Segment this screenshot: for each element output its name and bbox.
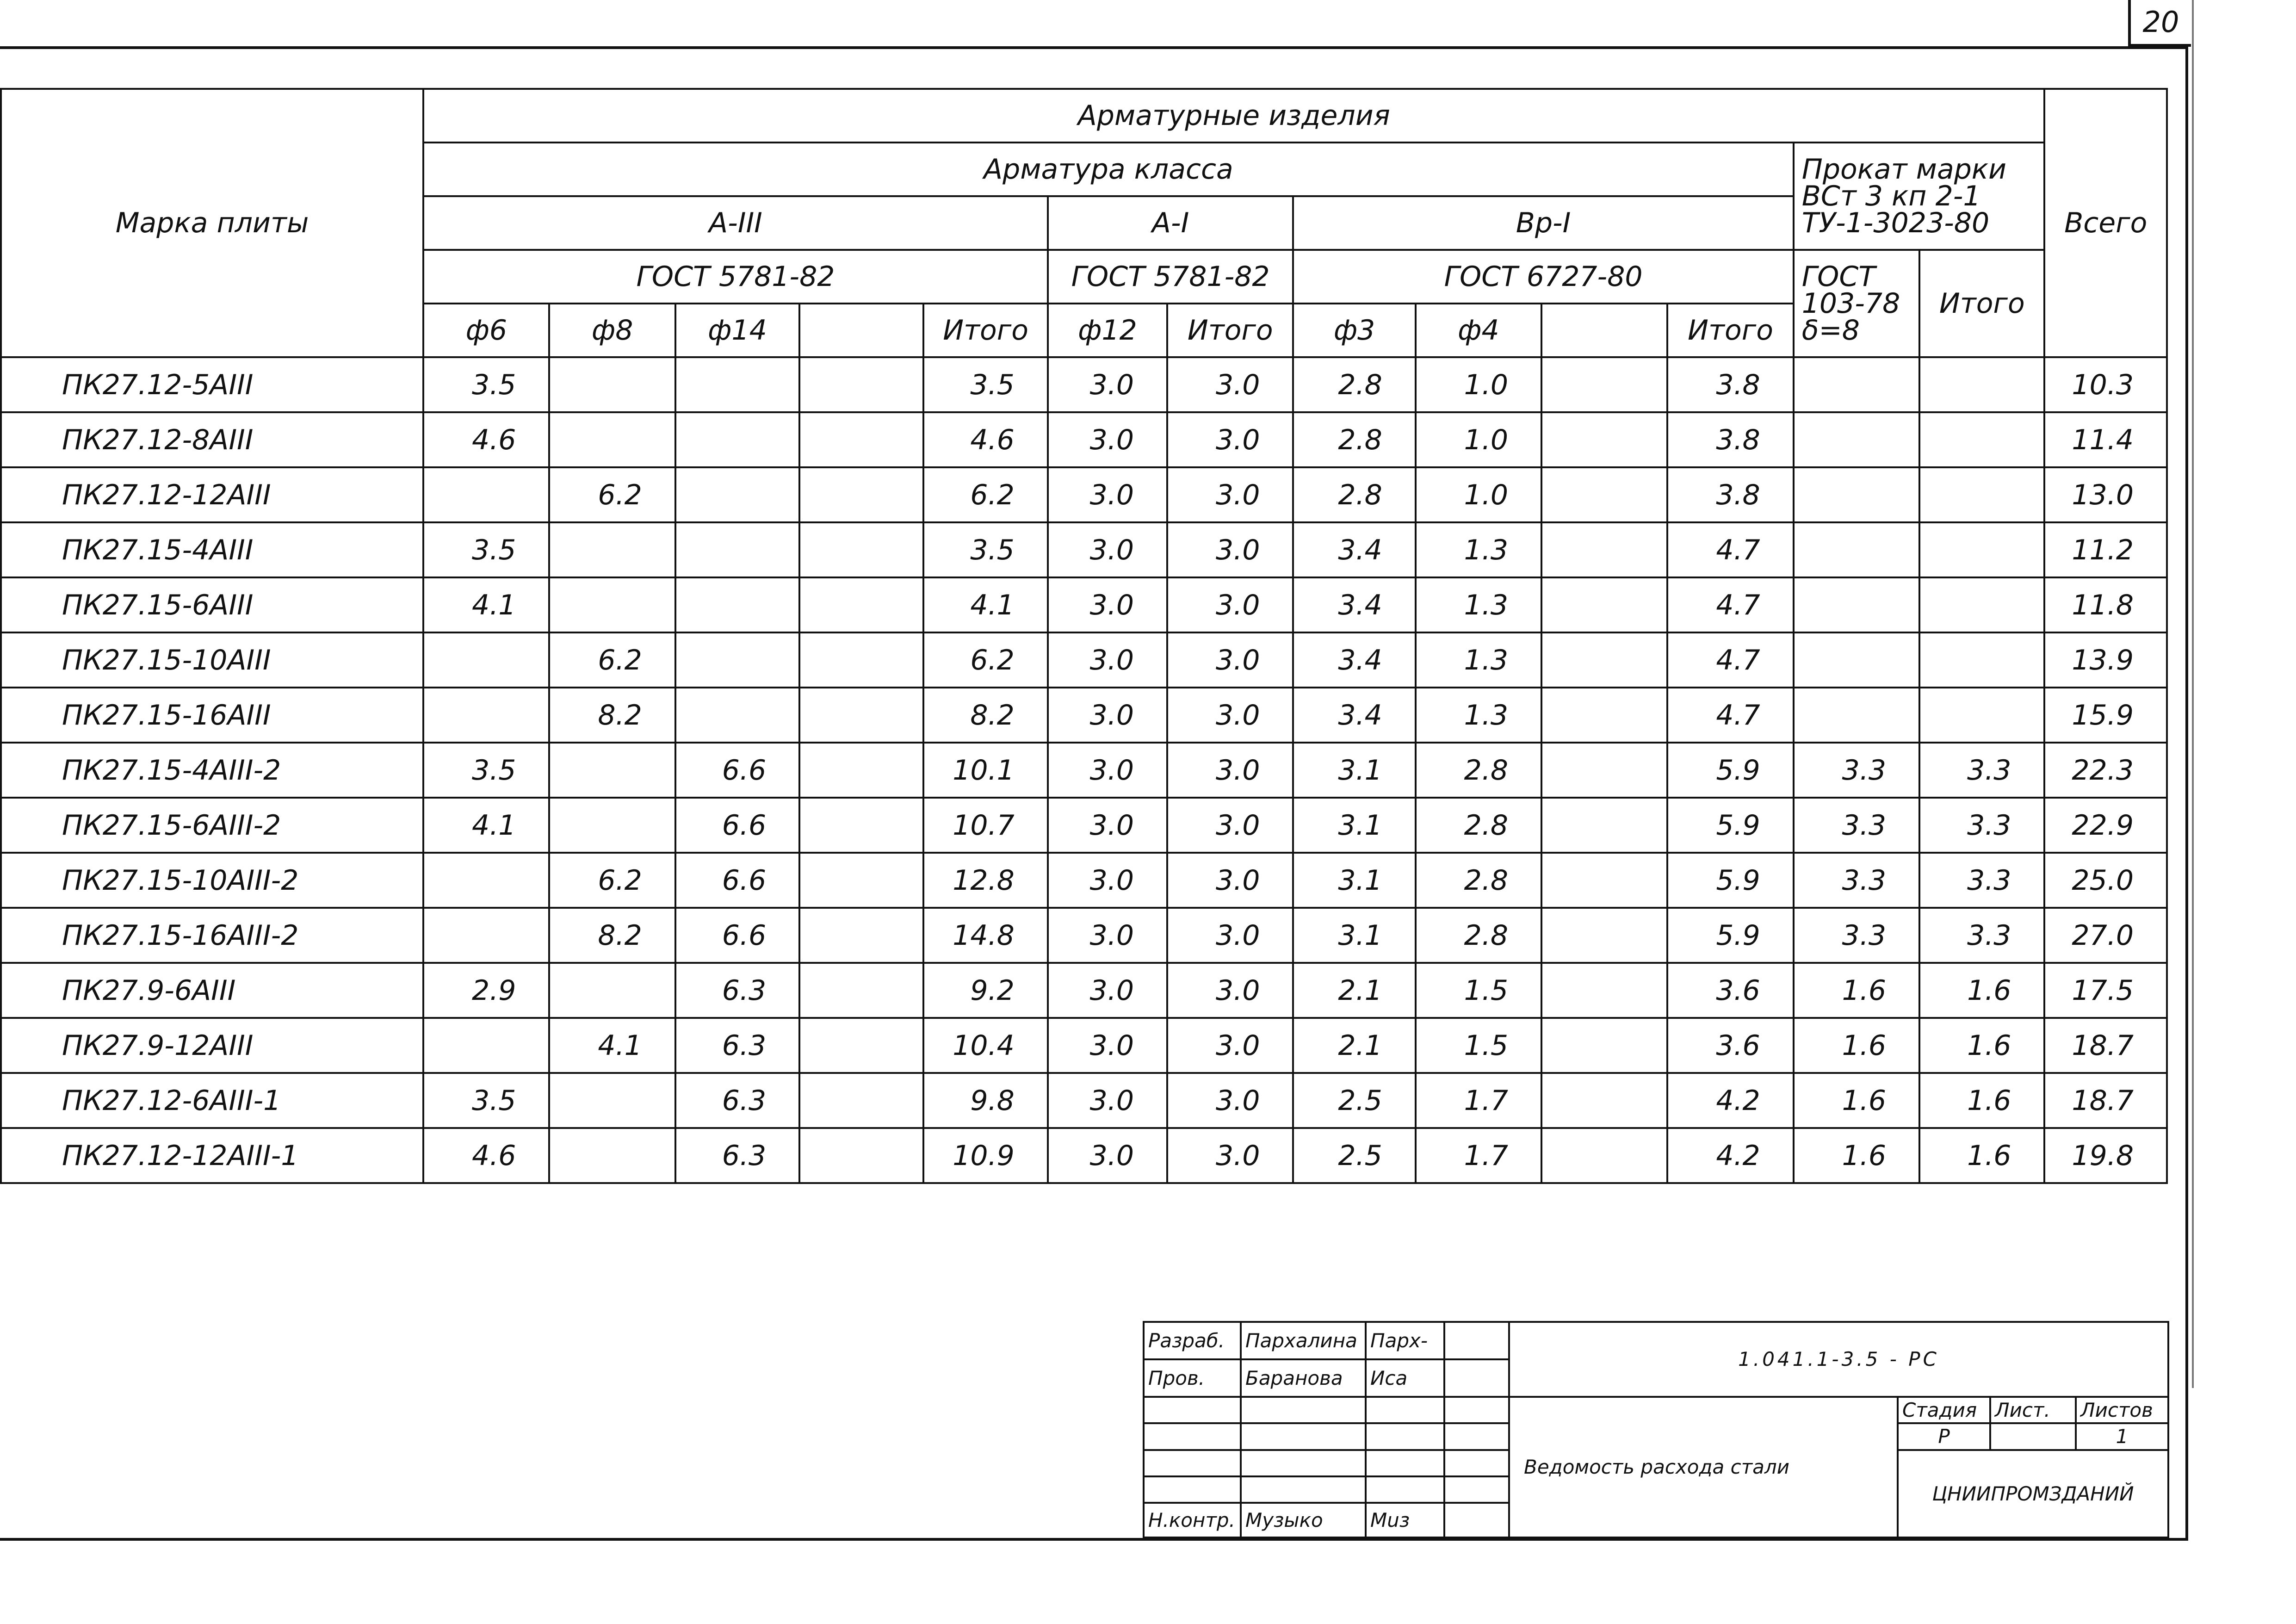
- value-cell-f6: [423, 1018, 549, 1073]
- value-cell-f12: 3.0: [1048, 467, 1167, 522]
- sheets-label: Листов: [2076, 1397, 2168, 1423]
- value-cell-f6: 4.1: [423, 577, 549, 632]
- value-cell-it1: 4.6: [923, 412, 1047, 467]
- table-row: [1, 963, 2167, 1018]
- value-cell-it3: 4.7: [1667, 632, 1793, 688]
- value-cell-f8: [549, 798, 675, 853]
- value-cell-f8: [549, 412, 675, 467]
- value-cell-it3: 5.9: [1667, 908, 1793, 963]
- value-cell-f4: 1.3: [1416, 688, 1541, 743]
- group-header: Арматурные изделия: [423, 89, 2044, 143]
- value-cell-f12: 3.0: [1048, 1073, 1167, 1128]
- value-cell-it1: 10.4: [923, 1018, 1047, 1073]
- value-cell-it1: 6.2: [923, 467, 1047, 522]
- value-cell-it1: 12.8: [923, 853, 1047, 908]
- prokat-gost: ГОСТ 103-78 δ=8: [1794, 250, 1919, 357]
- value-cell-pr: 1.6: [1794, 963, 1919, 1018]
- value-cell-f8: [549, 357, 675, 412]
- col-empty-1: [799, 304, 923, 357]
- value-cell-it1: 9.8: [923, 1073, 1047, 1128]
- value-cell-f12: 3.0: [1048, 412, 1167, 467]
- plate-mark-cell: ПК27.9-12АIII: [1, 1018, 423, 1073]
- value-cell-it2: 3.0: [1167, 467, 1293, 522]
- sheet-value: [1990, 1423, 2076, 1450]
- value-cell-f3: 3.4: [1293, 522, 1415, 577]
- nkontr-label: Н.контр.: [1144, 1503, 1241, 1537]
- value-cell-it1: 4.1: [923, 577, 1047, 632]
- table-row: [1, 908, 2167, 963]
- value-cell-f3: 2.8: [1293, 357, 1415, 412]
- value-cell-it4: 1.6: [1919, 1128, 2044, 1183]
- stage-label: Стадия: [1898, 1397, 1990, 1423]
- value-cell-f14: [675, 357, 799, 412]
- value-cell-it1: 6.2: [923, 632, 1047, 688]
- sheets-value: 1: [2076, 1423, 2168, 1450]
- value-cell-it4: 3.3: [1919, 743, 2044, 798]
- value-cell-f4: 2.8: [1416, 853, 1541, 908]
- value-cell-it4: [1919, 632, 2044, 688]
- value-cell-e2: [1541, 632, 1667, 688]
- value-cell-it4: 3.3: [1919, 908, 2044, 963]
- value-cell-e1: [799, 412, 923, 467]
- value-cell-f3: 3.1: [1293, 743, 1415, 798]
- value-cell-it4: 1.6: [1919, 1018, 2044, 1073]
- title-block: [1143, 1321, 2167, 1538]
- value-cell-it3: 4.7: [1667, 577, 1793, 632]
- table-row: [1, 522, 2167, 577]
- value-cell-f6: [423, 853, 549, 908]
- table-row: [1, 798, 2167, 853]
- value-cell-f6: [423, 908, 549, 963]
- value-cell-it1: 10.7: [923, 798, 1047, 853]
- value-cell-f4: 1.7: [1416, 1128, 1541, 1183]
- value-cell-f14: 6.6: [675, 743, 799, 798]
- stage-value: Р: [1898, 1423, 1990, 1450]
- razrab-label: Разраб.: [1144, 1322, 1241, 1359]
- value-cell-f8: 8.2: [549, 688, 675, 743]
- organization: ЦНИИПРОМЗДАНИЙ: [1898, 1450, 2168, 1537]
- value-cell-it1: 10.1: [923, 743, 1047, 798]
- table-row: [1, 853, 2167, 908]
- value-cell-f4: 2.8: [1416, 908, 1541, 963]
- value-cell-f3: 2.8: [1293, 467, 1415, 522]
- value-cell-f8: [549, 577, 675, 632]
- value-cell-it1: 14.8: [923, 908, 1047, 963]
- value-cell-f3: 3.1: [1293, 908, 1415, 963]
- value-cell-total: 22.3: [2044, 743, 2167, 798]
- value-cell-f4: 1.7: [1416, 1073, 1541, 1128]
- right-border-rule: [2192, 0, 2194, 1388]
- value-cell-e2: [1541, 1073, 1667, 1128]
- value-cell-total: 10.3: [2044, 357, 2167, 412]
- value-cell-e2: [1541, 908, 1667, 963]
- value-cell-e1: [799, 798, 923, 853]
- value-cell-it2: 3.0: [1167, 632, 1293, 688]
- class-a1-header: A-I: [1048, 196, 1293, 250]
- value-cell-it3: 4.7: [1667, 522, 1793, 577]
- value-cell-f12: 3.0: [1048, 963, 1167, 1018]
- value-cell-it4: [1919, 522, 2044, 577]
- value-cell-f6: [423, 632, 549, 688]
- value-cell-f14: 6.3: [675, 1073, 799, 1128]
- value-cell-it1: 3.5: [923, 357, 1047, 412]
- col-f6: ф6: [423, 304, 549, 357]
- col-empty-2: [1541, 304, 1667, 357]
- value-cell-pr: [1794, 688, 1919, 743]
- value-cell-it4: [1919, 467, 2044, 522]
- value-cell-f8: 6.2: [549, 632, 675, 688]
- value-cell-e1: [799, 963, 923, 1018]
- value-cell-it3: 5.9: [1667, 853, 1793, 908]
- prokat-header: Прокат марки ВСт 3 кп 2-1 ТУ-1-3023-80: [1794, 143, 2045, 250]
- plate-mark-cell: ПК27.12-12АIII: [1, 467, 423, 522]
- value-cell-it3: 4.2: [1667, 1073, 1793, 1128]
- plate-mark-cell: ПК27.15-10АIII: [1, 632, 423, 688]
- value-cell-f4: 2.8: [1416, 798, 1541, 853]
- value-cell-it2: 3.0: [1167, 522, 1293, 577]
- plate-mark-cell: ПК27.9-6АIII: [1, 963, 423, 1018]
- col-itogo-vr1: Итого: [1667, 304, 1793, 357]
- value-cell-e2: [1541, 853, 1667, 908]
- value-cell-f12: 3.0: [1048, 357, 1167, 412]
- value-cell-it2: 3.0: [1167, 963, 1293, 1018]
- total-header: Всего: [2044, 89, 2167, 357]
- value-cell-f3: 2.1: [1293, 1018, 1415, 1073]
- value-cell-f12: 3.0: [1048, 632, 1167, 688]
- value-cell-it3: 5.9: [1667, 798, 1793, 853]
- sheet-label: Лист.: [1990, 1397, 2076, 1423]
- value-cell-total: 13.0: [2044, 467, 2167, 522]
- value-cell-f6: 4.1: [423, 798, 549, 853]
- plate-mark-cell: ПК27.15-16АIII: [1, 688, 423, 743]
- plate-mark-cell: ПК27.15-4АIII: [1, 522, 423, 577]
- value-cell-f6: [423, 467, 549, 522]
- value-cell-it3: 3.6: [1667, 1018, 1793, 1073]
- value-cell-f14: [675, 632, 799, 688]
- value-cell-f12: 3.0: [1048, 1128, 1167, 1183]
- value-cell-total: 27.0: [2044, 908, 2167, 963]
- table-row: [1, 467, 2167, 522]
- value-cell-f14: [675, 522, 799, 577]
- value-cell-f4: 1.3: [1416, 632, 1541, 688]
- value-cell-f6: 4.6: [423, 412, 549, 467]
- value-cell-f6: 3.5: [423, 743, 549, 798]
- prokat-itogo-header: Итого: [1919, 250, 2044, 357]
- value-cell-e1: [799, 853, 923, 908]
- value-cell-total: 19.8: [2044, 1128, 2167, 1183]
- value-cell-f12: 3.0: [1048, 1018, 1167, 1073]
- value-cell-f12: 3.0: [1048, 908, 1167, 963]
- value-cell-f12: 3.0: [1048, 688, 1167, 743]
- value-cell-it4: 3.3: [1919, 853, 2044, 908]
- value-cell-f8: [549, 522, 675, 577]
- value-cell-e2: [1541, 522, 1667, 577]
- col-itogo-a3: Итого: [923, 304, 1047, 357]
- table-row: [1, 1128, 2167, 1183]
- gost-a3: ГОСТ 5781-82: [423, 250, 1048, 304]
- value-cell-e1: [799, 908, 923, 963]
- value-cell-it2: 3.0: [1167, 743, 1293, 798]
- value-cell-f12: 3.0: [1048, 577, 1167, 632]
- value-cell-f8: 4.1: [549, 1018, 675, 1073]
- value-cell-it3: 4.2: [1667, 1128, 1793, 1183]
- sheet-number: 20: [2128, 0, 2191, 47]
- value-cell-e1: [799, 357, 923, 412]
- armature-class-header: Арматура класса: [423, 143, 1794, 196]
- mark-header: Марка плиты: [1, 89, 423, 357]
- value-cell-it2: 3.0: [1167, 798, 1293, 853]
- value-cell-it2: 3.0: [1167, 1128, 1293, 1183]
- value-cell-f14: [675, 577, 799, 632]
- value-cell-it2: 3.0: [1167, 688, 1293, 743]
- table-row: [1, 632, 2167, 688]
- value-cell-it3: 3.8: [1667, 467, 1793, 522]
- value-cell-it1: 8.2: [923, 688, 1047, 743]
- gost-a1: ГОСТ 5781-82: [1048, 250, 1293, 304]
- value-cell-e2: [1541, 963, 1667, 1018]
- value-cell-pr: 3.3: [1794, 853, 1919, 908]
- value-cell-f4: 2.8: [1416, 743, 1541, 798]
- value-cell-f8: 6.2: [549, 467, 675, 522]
- value-cell-it2: 3.0: [1167, 1073, 1293, 1128]
- value-cell-f4: 1.5: [1416, 1018, 1541, 1073]
- table-body: [1, 357, 2167, 1183]
- col-f12: ф12: [1048, 304, 1167, 357]
- value-cell-f12: 3.0: [1048, 522, 1167, 577]
- value-cell-f3: 2.1: [1293, 963, 1415, 1018]
- value-cell-f14: 6.6: [675, 908, 799, 963]
- value-cell-f14: 6.6: [675, 853, 799, 908]
- value-cell-it2: 3.0: [1167, 853, 1293, 908]
- value-cell-pr: [1794, 357, 1919, 412]
- value-cell-f14: 6.3: [675, 1018, 799, 1073]
- value-cell-f14: 6.6: [675, 798, 799, 853]
- nkontr-name: Музыко: [1241, 1503, 1366, 1537]
- document-code: 1.041.1-3.5 - РС: [1509, 1322, 2168, 1397]
- value-cell-f4: 1.5: [1416, 963, 1541, 1018]
- plate-mark-cell: ПК27.12-12АIII-1: [1, 1128, 423, 1183]
- plate-mark-cell: ПК27.12-8АIII: [1, 412, 423, 467]
- plate-mark-cell: ПК27.15-10АIII-2: [1, 853, 423, 908]
- value-cell-pr: 1.6: [1794, 1073, 1919, 1128]
- value-cell-f12: 3.0: [1048, 798, 1167, 853]
- value-cell-it4: 3.3: [1919, 798, 2044, 853]
- value-cell-f3: 2.5: [1293, 1128, 1415, 1183]
- value-cell-f3: 3.4: [1293, 577, 1415, 632]
- plate-mark-cell: ПК27.12-6АIII-1: [1, 1073, 423, 1128]
- table-row: [1, 743, 2167, 798]
- table-row: [1, 1073, 2167, 1128]
- value-cell-pr: [1794, 467, 1919, 522]
- prov-signature: Иса: [1366, 1359, 1444, 1397]
- value-cell-f3: 2.8: [1293, 412, 1415, 467]
- document-title: Ведомость расхода стали: [1509, 1397, 1898, 1537]
- nkontr-signature: Muз: [1366, 1503, 1444, 1537]
- value-cell-pr: [1794, 522, 1919, 577]
- table-row: [1, 688, 2167, 743]
- col-f4: ф4: [1416, 304, 1541, 357]
- value-cell-f14: 6.3: [675, 963, 799, 1018]
- prov-name: Баранова: [1241, 1359, 1366, 1397]
- value-cell-f6: 3.5: [423, 1073, 549, 1128]
- value-cell-f4: 1.0: [1416, 412, 1541, 467]
- value-cell-f14: 6.3: [675, 1128, 799, 1183]
- plate-mark-cell: ПК27.12-5АIII: [1, 357, 423, 412]
- table-row: [1, 577, 2167, 632]
- razrab-signature: Парх-: [1366, 1322, 1444, 1359]
- value-cell-f6: 2.9: [423, 963, 549, 1018]
- value-cell-f6: 3.5: [423, 357, 549, 412]
- value-cell-pr: [1794, 412, 1919, 467]
- value-cell-total: 18.7: [2044, 1018, 2167, 1073]
- prov-label: Пров.: [1144, 1359, 1241, 1397]
- value-cell-it4: [1919, 412, 2044, 467]
- value-cell-e2: [1541, 743, 1667, 798]
- value-cell-pr: 3.3: [1794, 743, 1919, 798]
- value-cell-e2: [1541, 798, 1667, 853]
- value-cell-f12: 3.0: [1048, 743, 1167, 798]
- value-cell-f12: 3.0: [1048, 853, 1167, 908]
- plate-mark-cell: ПК27.15-6АIII: [1, 577, 423, 632]
- table-row: [1, 1018, 2167, 1073]
- value-cell-it2: 3.0: [1167, 1018, 1293, 1073]
- value-cell-it2: 3.0: [1167, 412, 1293, 467]
- value-cell-f4: 1.3: [1416, 522, 1541, 577]
- value-cell-e1: [799, 1018, 923, 1073]
- value-cell-f4: 1.3: [1416, 577, 1541, 632]
- value-cell-pr: 3.3: [1794, 908, 1919, 963]
- col-itogo-a1: Итого: [1167, 304, 1293, 357]
- value-cell-pr: 3.3: [1794, 798, 1919, 853]
- value-cell-f14: [675, 688, 799, 743]
- value-cell-f8: [549, 1128, 675, 1183]
- col-f14: ф14: [675, 304, 799, 357]
- value-cell-total: 18.7: [2044, 1073, 2167, 1128]
- value-cell-pr: 1.6: [1794, 1128, 1919, 1183]
- value-cell-it3: 3.6: [1667, 963, 1793, 1018]
- value-cell-pr: [1794, 577, 1919, 632]
- value-cell-e1: [799, 688, 923, 743]
- value-cell-it4: 1.6: [1919, 963, 2044, 1018]
- value-cell-e1: [799, 467, 923, 522]
- value-cell-it2: 3.0: [1167, 908, 1293, 963]
- plate-mark-cell: ПК27.15-6АIII-2: [1, 798, 423, 853]
- value-cell-e1: [799, 632, 923, 688]
- value-cell-e2: [1541, 1018, 1667, 1073]
- value-cell-total: 11.4: [2044, 412, 2167, 467]
- value-cell-f6: [423, 688, 549, 743]
- table-row: [1, 357, 2167, 412]
- value-cell-e2: [1541, 1128, 1667, 1183]
- value-cell-f3: 3.1: [1293, 798, 1415, 853]
- value-cell-e2: [1541, 688, 1667, 743]
- gost-vr1: ГОСТ 6727-80: [1293, 250, 1793, 304]
- value-cell-e2: [1541, 357, 1667, 412]
- value-cell-it3: 5.9: [1667, 743, 1793, 798]
- value-cell-f8: 8.2: [549, 908, 675, 963]
- value-cell-total: 17.5: [2044, 963, 2167, 1018]
- value-cell-f8: 6.2: [549, 853, 675, 908]
- value-cell-it1: 3.5: [923, 522, 1047, 577]
- razrab-name: Пархалина: [1241, 1322, 1366, 1359]
- value-cell-it1: 9.2: [923, 963, 1047, 1018]
- value-cell-f3: 3.4: [1293, 688, 1415, 743]
- value-cell-it3: 3.8: [1667, 357, 1793, 412]
- value-cell-f4: 1.0: [1416, 357, 1541, 412]
- plate-mark-cell: ПК27.15-16АIII-2: [1, 908, 423, 963]
- value-cell-e1: [799, 1073, 923, 1128]
- value-cell-total: 22.9: [2044, 798, 2167, 853]
- value-cell-f3: 3.4: [1293, 632, 1415, 688]
- value-cell-it4: [1919, 688, 2044, 743]
- value-cell-f8: [549, 1073, 675, 1128]
- value-cell-it2: 3.0: [1167, 577, 1293, 632]
- value-cell-total: 15.9: [2044, 688, 2167, 743]
- value-cell-f4: 1.0: [1416, 467, 1541, 522]
- value-cell-f8: [549, 743, 675, 798]
- class-a3-header: A-III: [423, 196, 1048, 250]
- value-cell-pr: [1794, 632, 1919, 688]
- value-cell-e2: [1541, 467, 1667, 522]
- table-row: [1, 412, 2167, 467]
- col-f3: ф3: [1293, 304, 1415, 357]
- value-cell-it4: 1.6: [1919, 1073, 2044, 1128]
- value-cell-it1: 10.9: [923, 1128, 1047, 1183]
- value-cell-it3: 4.7: [1667, 688, 1793, 743]
- plate-mark-cell: ПК27.15-4АIII-2: [1, 743, 423, 798]
- value-cell-total: 13.9: [2044, 632, 2167, 688]
- value-cell-total: 11.2: [2044, 522, 2167, 577]
- value-cell-f3: 3.1: [1293, 853, 1415, 908]
- value-cell-it3: 3.8: [1667, 412, 1793, 467]
- value-cell-f8: [549, 963, 675, 1018]
- value-cell-e1: [799, 1128, 923, 1183]
- class-vr1-header: Вр-I: [1293, 196, 1793, 250]
- value-cell-e1: [799, 577, 923, 632]
- value-cell-e1: [799, 522, 923, 577]
- value-cell-f6: 4.6: [423, 1128, 549, 1183]
- value-cell-it4: [1919, 577, 2044, 632]
- value-cell-f14: [675, 412, 799, 467]
- value-cell-e2: [1541, 412, 1667, 467]
- value-cell-f3: 2.5: [1293, 1073, 1415, 1128]
- col-f8: ф8: [549, 304, 675, 357]
- steel-consumption-table: [0, 88, 2168, 1184]
- value-cell-f14: [675, 467, 799, 522]
- value-cell-e2: [1541, 577, 1667, 632]
- value-cell-it2: 3.0: [1167, 357, 1293, 412]
- value-cell-total: 11.8: [2044, 577, 2167, 632]
- value-cell-it4: [1919, 357, 2044, 412]
- value-cell-pr: 1.6: [1794, 1018, 1919, 1073]
- value-cell-total: 25.0: [2044, 853, 2167, 908]
- value-cell-f6: 3.5: [423, 522, 549, 577]
- value-cell-e1: [799, 743, 923, 798]
